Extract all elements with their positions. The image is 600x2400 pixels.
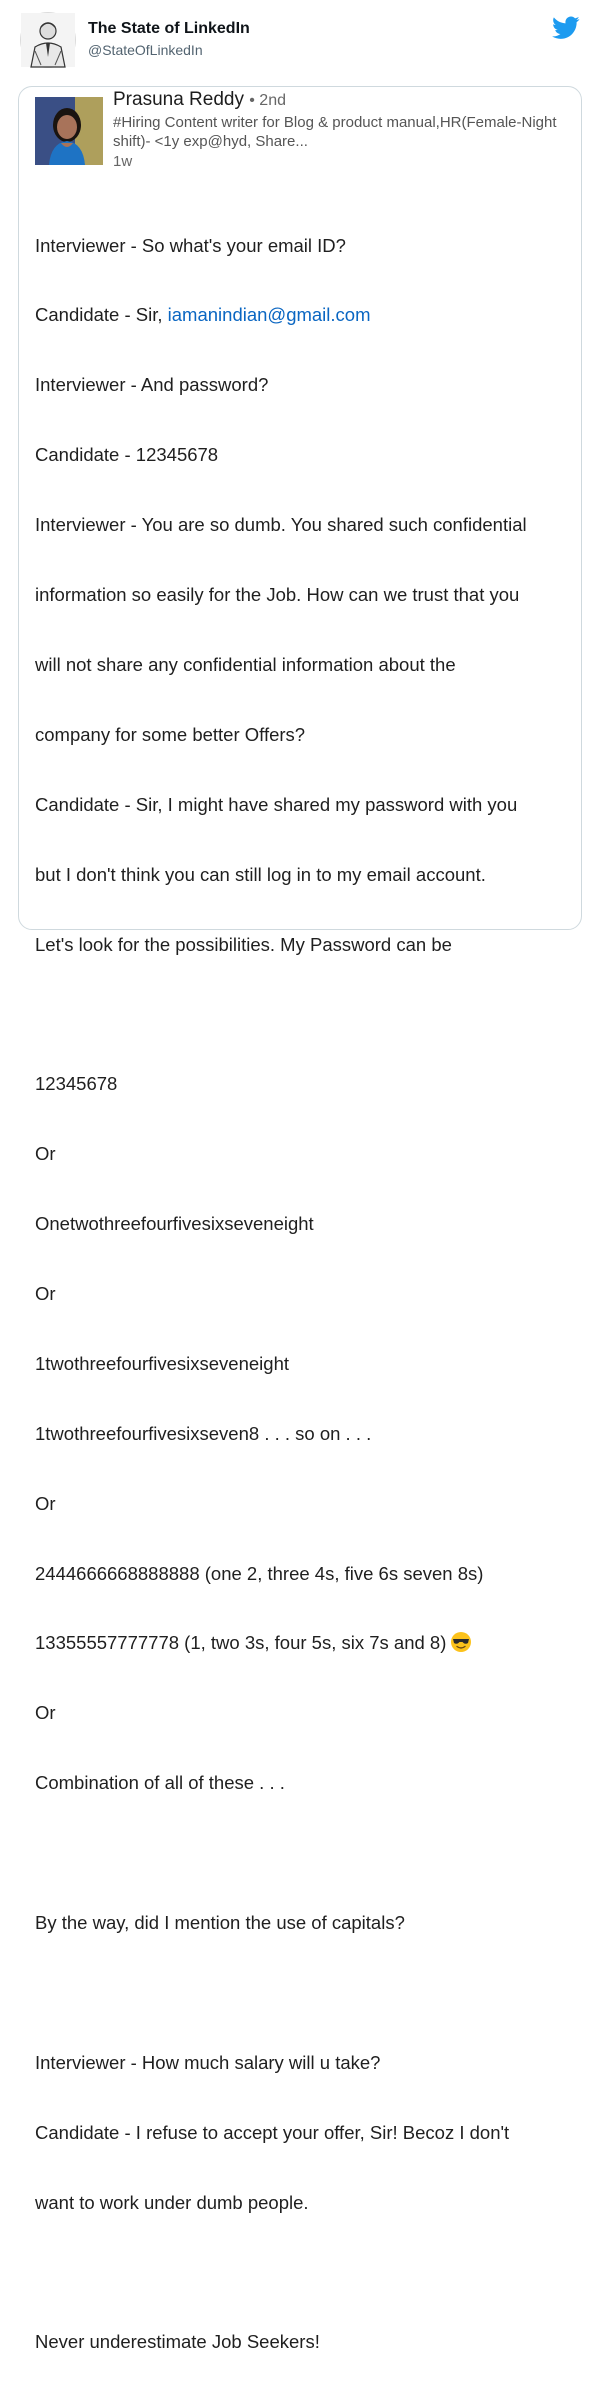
sunglasses-emoji-icon: [450, 1631, 472, 1653]
post-line-emoji: [35, 1631, 575, 1654]
poster-avatar[interactable]: [35, 97, 103, 165]
author-handle[interactable]: @StateOfLinkedIn: [88, 42, 203, 58]
post-line: information so easily for the Job. How can we trust that you: [35, 584, 520, 606]
post-line: Candidate - Sir, I might have shared my password with you: [35, 793, 518, 815]
post-line-blank: [35, 2260, 575, 2283]
businessman-sketch-icon: [21, 13, 75, 67]
post-line: 1twothreefourfivesixseveneight: [35, 1352, 290, 1374]
author-name[interactable]: The State of LinkedIn: [88, 20, 250, 37]
post-line-text: Candidate - Sir,: [35, 304, 168, 326]
post-line: Never underestimate Job Seekers!: [35, 2331, 320, 2353]
poster-name-text: Prasuna Reddy: [113, 89, 244, 110]
post-line: want to work under dumb people.: [35, 2191, 309, 2213]
post-line: company for some better Offers?: [35, 723, 306, 745]
post-line: 1twothreefourfivesixseven8 . . . so on . . .: [35, 1422, 372, 1444]
post-line: Interviewer - And password?: [35, 374, 269, 396]
profile-avatar[interactable]: [20, 12, 76, 68]
post-line: Candidate - I refuse to accept your offer, Sir! Becoz I don't: [35, 2121, 510, 2143]
connection-degree: • 2nd: [249, 92, 286, 109]
linkedin-post-card: [18, 86, 582, 2353]
post-line-blank: [35, 1841, 575, 1864]
post-line: 2444666668888888 (one 2, three 4s, five 6s seven 8s): [35, 1562, 484, 1584]
post-line: Or: [35, 1143, 56, 1165]
post-line: Or: [35, 1702, 56, 1724]
poster-headline: #Hiring Content writer for Blog & product manual,HR(Female-Night shift)- <1y exp@hyd, Share...: [113, 114, 557, 150]
post-line: Let's look for the possibilities. My Password can be: [35, 933, 452, 955]
post-line: Or: [35, 1282, 56, 1304]
tweet-header: [20, 12, 580, 68]
post-line: Interviewer - You are so dumb. You shared such confidential: [35, 514, 527, 536]
post-line-blank: [35, 1002, 575, 1025]
post-line: but I don't think you can still log in to my email account.: [35, 863, 486, 885]
post-line: 12345678: [35, 1073, 118, 1095]
post-timestamp: 1w: [113, 153, 133, 170]
post-body: [35, 187, 575, 2400]
poster-name[interactable]: [113, 89, 286, 111]
post-line: Interviewer - How much salary will u take?: [35, 2051, 381, 2073]
twitter-bird-icon[interactable]: [552, 16, 580, 40]
post-line: Combination of all of these . . .: [35, 1772, 285, 1794]
post-line: Candidate - 12345678: [35, 444, 219, 466]
post-line-text: 13355557777778 (1, two 3s, four 5s, six 7s and 8): [35, 1632, 447, 1654]
email-link[interactable]: iamanindian@gmail.com: [167, 304, 371, 326]
post-line: will not share any confidential information about the: [35, 653, 456, 675]
woman-portrait-icon: [35, 97, 103, 165]
post-line: Or: [35, 1492, 56, 1514]
post-line: Onetwothreefourfivesixseveneight: [35, 1213, 314, 1235]
post-line: Interviewer - So what's your email ID?: [35, 234, 346, 256]
post-line-email: [35, 303, 575, 326]
post-line-blank: [35, 1981, 575, 2004]
post-line: By the way, did I mention the use of capitals?: [35, 1911, 405, 1933]
